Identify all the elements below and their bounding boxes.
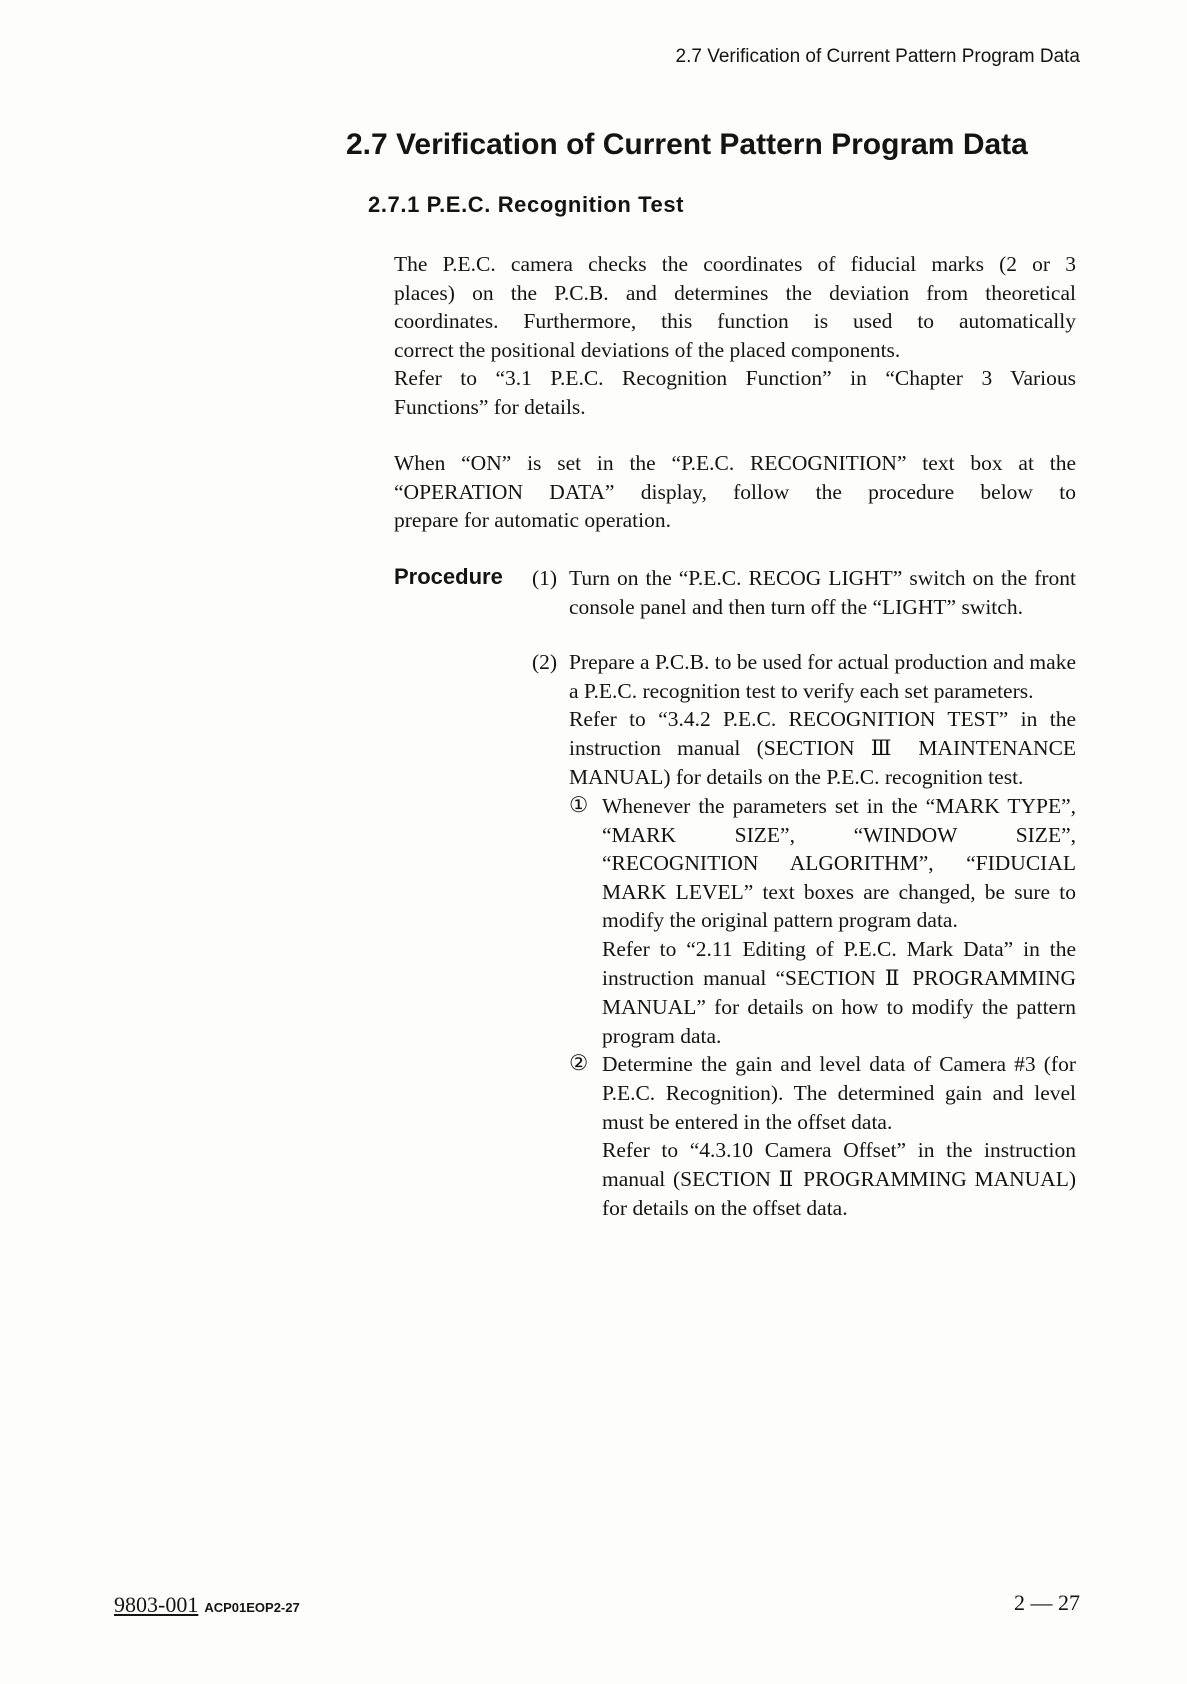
procedure-step-2 (532, 648, 1076, 1223)
page-title: 2.7 Verification of Current Pattern Program Data (346, 128, 1028, 161)
step-body (569, 648, 1076, 1223)
reference-text: Refer to “4.3.10 Camera Offset” in the instruction manual (SECTION (602, 1138, 1076, 1191)
intro-refer-line: Functions” for details. (394, 394, 586, 419)
operation-line: “OPERATION DATA” display, follow the procedure below to (394, 479, 1076, 504)
step-reference (569, 705, 1076, 792)
circled-one-marker: ① (569, 792, 589, 818)
substep-text: Whenever the parameters set in the “MARK TYPE”, “MARK SIZE”, “WINDOW SIZE”, “RECOGNITION ALGORITHM”, “FIDUCIAL MARK LEVEL” text boxes are changed, be sure to modify the original pattern program data. (602, 793, 1076, 933)
intro-line: coordinates. Furthermore, this function is used to automatically (394, 309, 1076, 334)
procedure-step-1 (532, 564, 1076, 621)
reference-text: MAINTENANCE MANUAL) for details on the P.E.C. recognition test. (569, 735, 1077, 790)
procedure-label: Procedure (394, 564, 503, 589)
step-text: Prepare a P.C.B. to be used for actual production and make a P.E.C. recognition test to verify each set parameters. (569, 650, 1076, 703)
circled-two-marker: ② (569, 1051, 589, 1077)
operation-line: prepare for automatic operation. (394, 508, 671, 533)
reference-text: Refer to “2.11 Editing of P.E.C. Mark Data” in the instruction manual “SECTION (602, 936, 1076, 990)
intro-line: correct the positional deviations of the placed components. (394, 337, 901, 362)
footer-document-id (114, 1592, 300, 1618)
substep-2 (569, 1050, 1076, 1223)
section-roman-numeral: Ⅲ (870, 735, 903, 761)
page-number: 2 — 27 (1014, 1590, 1080, 1615)
substep-body (602, 792, 1076, 1050)
substep-text: Determine the gain and level data of Camera #3 (for P.E.C. Recognition). The determined gain and level must be entered in the offset data. (602, 1052, 1076, 1134)
section-title: 2.7.1 P.E.C. Recognition Test (368, 192, 685, 217)
substep-reference (602, 1136, 1076, 1223)
step-text: Turn on the “P.E.C. RECOG LIGHT” switch on the front console panel and then turn off the “LIGHT” switch. (569, 566, 1076, 619)
substep-reference (602, 935, 1076, 1050)
section-roman-numeral: Ⅱ (778, 1166, 796, 1192)
operation-paragraph (394, 449, 1076, 535)
reference-text: PROGRAMMING MANUAL) for details on the offset data. (602, 1166, 1077, 1221)
intro-line: places) on the P.C.B. and determines the deviation from theoretical (394, 280, 1076, 305)
intro-paragraph (394, 250, 1076, 422)
step-number: (2) (532, 650, 558, 674)
intro-refer-line: Refer to “3.1 P.E.C. Recognition Function” in “Chapter 3 Various (394, 366, 1076, 391)
reference-text: Refer to “3.4.2 P.E.C. RECOGNITION TEST” in the instruction manual (SECTION (569, 707, 1076, 760)
operation-line: When “ON” is set in the “P.E.C. RECOGNITION” text box at the (394, 451, 1076, 475)
intro-line: The P.E.C. camera checks the coordinates of fiducial marks (2 or 3 (394, 252, 1076, 276)
step-number: (1) (532, 566, 558, 590)
running-header: 2.7 Verification of Current Pattern Program Data (675, 46, 1080, 67)
substep-1 (569, 792, 1076, 1050)
reference-text: PROGRAMMING MANUAL” for details on how to modify the pattern program data. (602, 965, 1076, 1048)
section-roman-numeral: Ⅱ (884, 965, 904, 991)
document-code: ACP01EOP2-27 (204, 1600, 300, 1615)
substep-body (602, 1050, 1076, 1223)
document-number: 9803-001 (114, 1592, 199, 1617)
